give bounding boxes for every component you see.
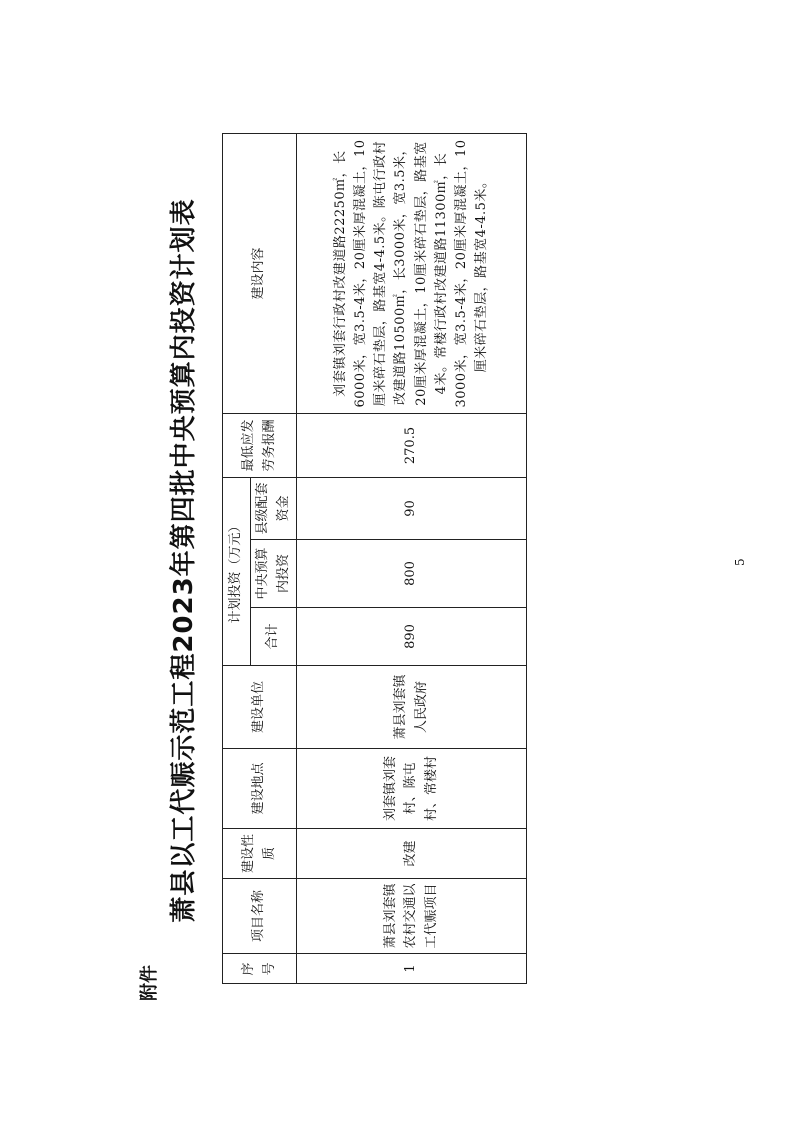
header-nature: 建设性质 [223,829,297,879]
cell-county: 90 [297,478,527,540]
header-no: 序号 [223,954,297,984]
header-county: 县级配套资金 [251,478,297,540]
cell-central: 800 [297,540,527,608]
table-header-row [223,134,251,984]
cell-content: 刘套镇刘套行政村改建道路22250㎡，长6000米，宽3.5-4米，20厘米厚混凝土，10厘米碎石垫层，路基宽4-4.5米。陈屯行政村改建道路10500㎡，长3000米，宽3.5米，20厘米厚混凝土，10厘米碎石垫层，路基宽4米。常楼行政村改建道路11300㎡，长3000米，宽3.5-4米，20厘米厚混凝土，10厘米碎石垫层，路基宽4-4.5米。 [297,134,527,414]
header-project-name: 项目名称 [223,879,297,954]
cell-nature: 改建 [297,829,527,879]
cell-no: 1 [297,954,527,984]
header-location: 建设地点 [223,749,297,829]
header-total: 合计 [251,608,297,666]
page-number: 5 [733,558,747,566]
header-unit: 建设单位 [223,666,297,749]
page-title: 萧县以工代赈示范工程2023年第四批中央预算内投资计划表 [169,198,199,923]
table-row [297,134,527,984]
cell-total: 890 [297,608,527,666]
header-min-labor: 最低应发劳务报酬 [223,414,297,478]
attachment-label: 附件 [139,965,160,1001]
cell-project-name: 萧县刘套镇农村交通以工代赈项目 [297,879,527,954]
header-content: 建设内容 [223,134,297,414]
investment-plan-table [222,133,527,984]
cell-min-labor: 270.5 [297,414,527,478]
header-central: 中央预算内投资 [251,540,297,608]
cell-unit: 萧县刘套镇人民政府 [297,666,527,749]
header-plan-investment: 计划投资（万元） [223,478,251,666]
cell-location: 刘套镇刘套村、陈屯村、常楼村 [297,749,527,829]
